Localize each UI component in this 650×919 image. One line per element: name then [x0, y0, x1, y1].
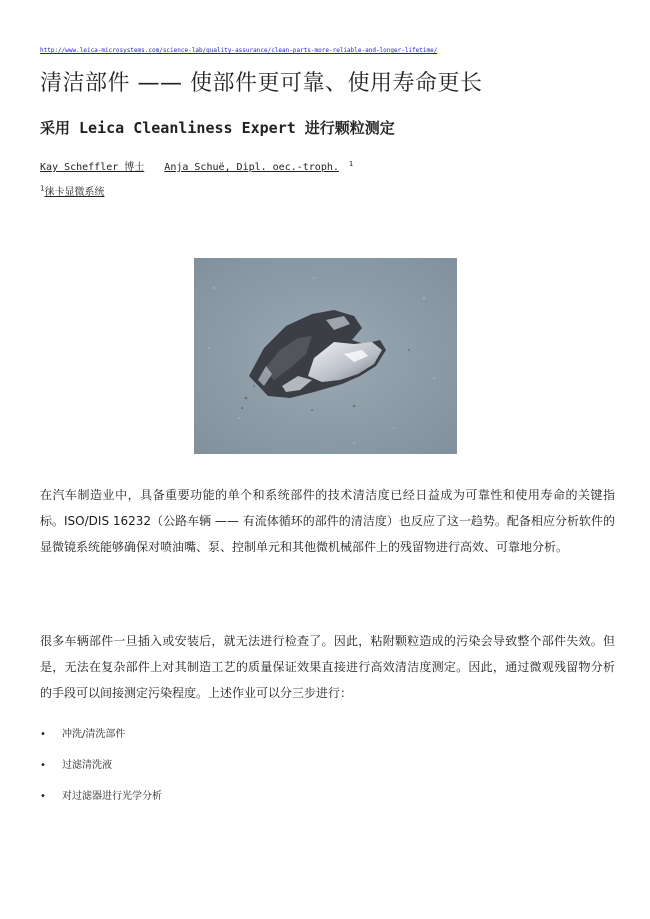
list-item	[40, 755, 162, 786]
body-paragraph: 在汽车制造业中，具备重要功能的单个和系统部件的技术清洁度已经日益成为可靠性和使用寿命的关键指标。ISO/DIS 16232（公路车辆 —— 有流体循环的部件的清洁度）也反应了这一趋势。配备相应分析软件的显微镜系统能够确保对喷油嘴、泵、控制单元和其他微机械部件上的残留物进行高效、可靠地分析。	[40, 488, 615, 554]
particle-micrograph-image	[194, 258, 457, 454]
body-paragraph: 很多车辆部件一旦插入或安装后，就无法进行检查了。因此，粘附颗粒造成的污染会导致整个部件失效。但是，无法在复杂部件上对其制造工艺的质量保证效果直接进行高效清洁度测定。因此，通过微观残留物分析的手段可以间接测定污染程度。上述作业可以分三步进行：	[40, 634, 615, 700]
bullet-list	[40, 724, 162, 817]
page-subtitle: 采用 Leica Cleanliness Expert 进行颗粒测定	[40, 119, 395, 137]
source-url-link[interactable]: http://www.leica-microsystems.com/science-lab/quality-assurance/clean-parts-more-reliable-and-longer-lifetime/	[40, 47, 438, 54]
affiliation	[40, 183, 104, 198]
author-name: Anja Schuë, Dipl. oec.-troph.	[164, 162, 339, 173]
author-name: Kay Scheffler 博士	[40, 162, 145, 173]
affiliation-superscript: 1	[40, 184, 45, 193]
bullet-icon: •	[40, 791, 46, 802]
list-item	[40, 724, 162, 755]
affiliation-name: 徕卡显微系统	[44, 187, 105, 198]
page-title: 清洁部件 —— 使部件更可靠、使用寿命更长	[40, 71, 483, 96]
author-superscript: 1	[348, 159, 354, 168]
list-item-text: 过滤清洗液	[62, 760, 112, 771]
bullet-icon: •	[40, 760, 46, 771]
author-line	[40, 158, 353, 173]
list-item-text: 冲洗/清洗部件	[62, 729, 126, 740]
list-item	[40, 786, 162, 817]
list-item-text: 对过滤器进行光学分析	[62, 791, 162, 802]
bullet-icon: •	[40, 729, 46, 740]
